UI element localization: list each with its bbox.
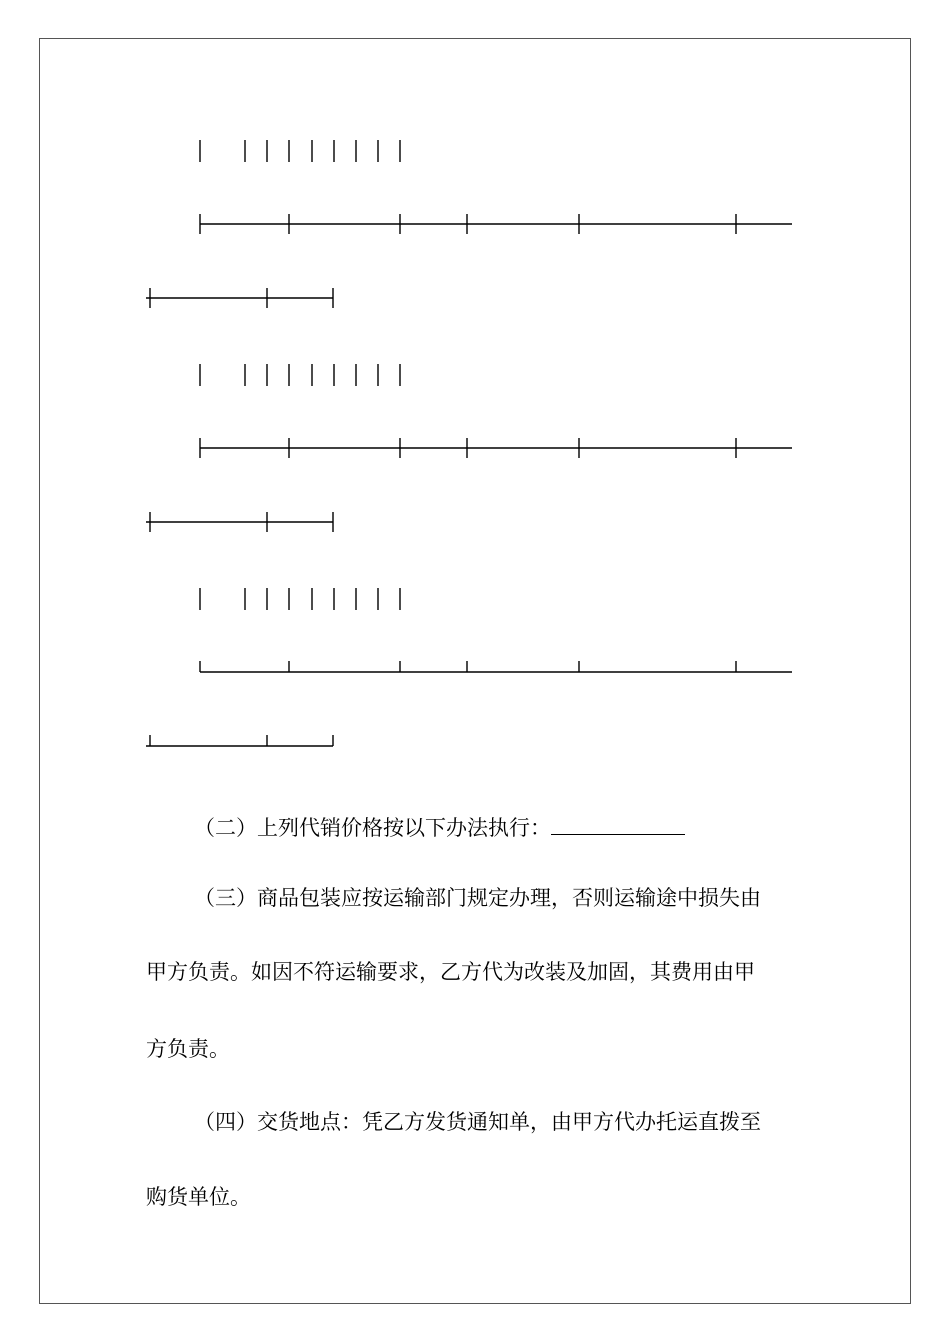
packaging-clause-line-1: （三）商品包装应按运输部门规定办理，否则运输途中损失由: [194, 886, 761, 910]
price-blank-field[interactable]: [551, 816, 685, 835]
delivery-clause-line-2: 购货单位。: [146, 1185, 251, 1209]
price-clause-text: （二）上列代销价格按以下办法执行：: [194, 816, 551, 840]
packaging-clause-line-3: 方负责。: [146, 1037, 230, 1061]
delivery-clause-line-1: （四）交货地点：凭乙方发货通知单，由甲方代办托运直拨至: [194, 1110, 761, 1134]
price-clause-line: [146, 816, 844, 840]
packaging-clause-line-2: 甲方负责。如因不符运输要求，乙方代为改装及加固，其费用由甲: [146, 960, 755, 984]
